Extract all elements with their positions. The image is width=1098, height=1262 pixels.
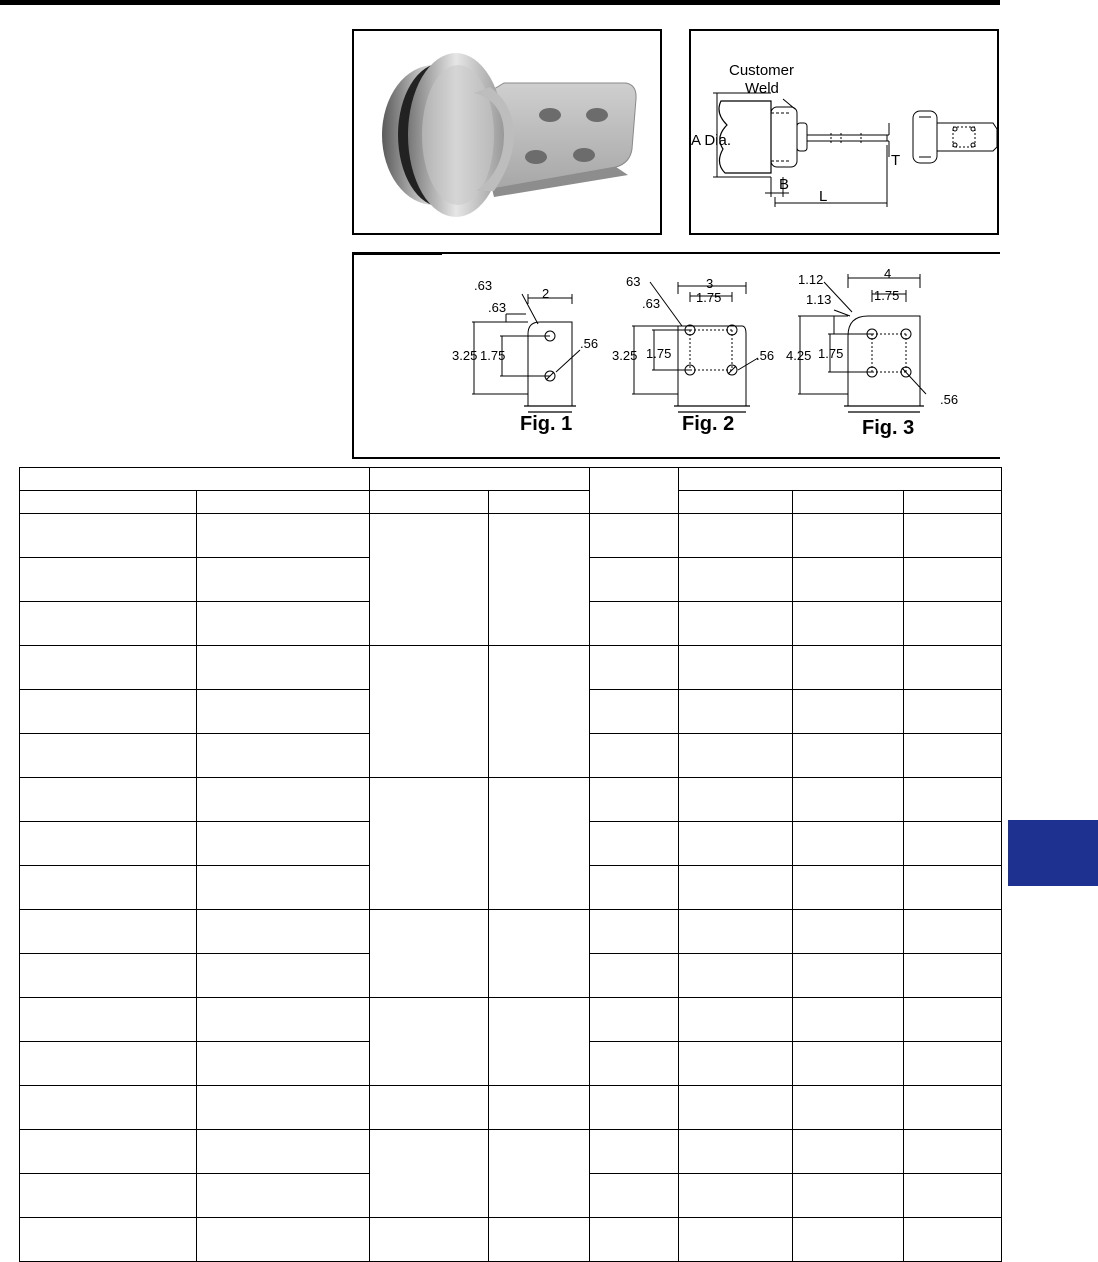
- table-cell: [904, 1218, 1002, 1262]
- table-cell: [489, 514, 590, 646]
- table-cell: [20, 646, 197, 690]
- table-cell: [370, 1130, 489, 1218]
- section-side-tab: [1008, 820, 1098, 886]
- table-cell: [590, 1218, 679, 1262]
- fig3-spacing-dim: 1.75: [818, 346, 844, 361]
- table-cell: [590, 1086, 679, 1130]
- table-cell: [20, 822, 197, 866]
- table-cell: [20, 734, 197, 778]
- column-header-cell: [793, 491, 904, 514]
- table-cell: [20, 1086, 197, 1130]
- table-cell: [590, 514, 679, 558]
- fig3-caption: Fig. 3: [862, 417, 915, 439]
- table-row: [20, 646, 1002, 690]
- table-cell: [590, 954, 679, 998]
- table-cell: [904, 1174, 1002, 1218]
- table-cell: [793, 1218, 904, 1262]
- table-body: [20, 468, 1002, 1262]
- product-photo-panel: [352, 29, 662, 235]
- table-cell: [679, 954, 793, 998]
- dimension-drawing: [691, 31, 997, 233]
- table-cell: [590, 910, 679, 954]
- table-cell: [197, 778, 370, 822]
- table-cell: [679, 558, 793, 602]
- column-header-cell: [679, 491, 793, 514]
- table-cell: [904, 734, 1002, 778]
- table-cell: [904, 998, 1002, 1042]
- table-cell: [197, 1086, 370, 1130]
- table-cell: [590, 1130, 679, 1174]
- table-cell: [197, 690, 370, 734]
- table-cell: [20, 998, 197, 1042]
- table-cell: [793, 602, 904, 646]
- fig3-width-dim: 4: [884, 266, 892, 281]
- table-cell: [904, 514, 1002, 558]
- table-cell: [489, 998, 590, 1086]
- table-cell: [590, 998, 679, 1042]
- table-cell: [197, 1130, 370, 1174]
- table-cell: [679, 1218, 793, 1262]
- table-cell: [904, 558, 1002, 602]
- table-cell: [20, 1042, 197, 1086]
- table-column-header-row: [20, 491, 1002, 514]
- table-cell: [679, 1086, 793, 1130]
- table-cell: [793, 822, 904, 866]
- table-cell: [904, 602, 1002, 646]
- table-cell: [679, 690, 793, 734]
- table-cell: [793, 514, 904, 558]
- column-header-cell: [370, 491, 489, 514]
- table-cell: [679, 910, 793, 954]
- table-cell: [370, 778, 489, 910]
- table-cell: [793, 646, 904, 690]
- table-cell: [904, 822, 1002, 866]
- table-cell: [904, 1130, 1002, 1174]
- l-label: L: [819, 188, 828, 205]
- figures-drawing: [354, 254, 1000, 457]
- fig2-caption: Fig. 2: [682, 413, 735, 435]
- table-cell: [20, 558, 197, 602]
- table-cell: [197, 646, 370, 690]
- fig2-top-spacing-dim: 1.75: [696, 290, 722, 305]
- fig2-spacing-dim: 1.75: [646, 346, 672, 361]
- table-cell: [20, 1218, 197, 1262]
- group-header-cell: [20, 468, 370, 491]
- table-cell: [20, 866, 197, 910]
- table-cell: [370, 646, 489, 778]
- table-cell: [793, 778, 904, 822]
- column-header-cell: [489, 491, 590, 514]
- fig2-top-offset-dim: .63: [642, 296, 661, 311]
- table-cell: [590, 866, 679, 910]
- fig1-width-dim: 2: [542, 286, 550, 301]
- fig1-height-dim: 3.25: [452, 348, 478, 363]
- table-row: [20, 910, 1002, 954]
- figure-panel-rule: [354, 252, 442, 255]
- table-cell: [793, 558, 904, 602]
- figures-panel: [352, 252, 1000, 459]
- table-row: [20, 514, 1002, 558]
- specifications-table: [19, 467, 1002, 1262]
- fig3-top-spacing-dim: 1.75: [874, 288, 900, 303]
- table-cell: [197, 1042, 370, 1086]
- fig2-height-dim: 3.25: [612, 348, 638, 363]
- table-cell: [679, 998, 793, 1042]
- table-cell: [590, 822, 679, 866]
- table-cell: [197, 866, 370, 910]
- table-cell: [793, 690, 904, 734]
- table-cell: [197, 514, 370, 558]
- fig3-corner-dim: 1.12: [798, 272, 824, 287]
- t-label: T: [891, 152, 901, 169]
- table-cell: [590, 1042, 679, 1086]
- table-row: [20, 998, 1002, 1042]
- table-cell: [904, 866, 1002, 910]
- table-cell: [489, 1130, 590, 1218]
- table-cell: [197, 998, 370, 1042]
- table-cell: [197, 954, 370, 998]
- table-cell: [904, 910, 1002, 954]
- table-cell: [489, 1218, 590, 1262]
- table-cell: [904, 690, 1002, 734]
- table-cell: [20, 1174, 197, 1218]
- fig1-spacing-dim: 1.75: [480, 348, 506, 363]
- fig1-top-offset-dim: .63: [488, 300, 507, 315]
- table-cell: [590, 778, 679, 822]
- group-header-cell: [370, 468, 590, 491]
- table-cell: [197, 602, 370, 646]
- fig2-width-dim: 3: [706, 276, 714, 291]
- table-cell: [679, 1042, 793, 1086]
- table-cell: [904, 646, 1002, 690]
- table-cell: [197, 822, 370, 866]
- table-cell: [679, 1174, 793, 1218]
- column-header-cell: [20, 491, 197, 514]
- table-cell: [489, 910, 590, 998]
- table-cell: [20, 602, 197, 646]
- table-cell: [793, 910, 904, 954]
- table-cell: [20, 514, 197, 558]
- table-cell: [904, 954, 1002, 998]
- table-cell: [590, 734, 679, 778]
- table-cell: [20, 778, 197, 822]
- table-cell: [590, 690, 679, 734]
- dimension-drawing-panel: [689, 29, 999, 235]
- fig3-height-dim: 4.25: [786, 348, 812, 363]
- fig2-hole-dim: .56: [756, 348, 775, 363]
- table-cell: [904, 778, 1002, 822]
- top-rule: [0, 0, 1000, 5]
- table-cell: [904, 1086, 1002, 1130]
- table-row: [20, 1130, 1002, 1174]
- table-cell: [370, 514, 489, 646]
- table-row: [20, 1086, 1002, 1130]
- fig1-hole-dim: .56: [580, 336, 599, 351]
- fig3-top-offset-dim: 1.13: [806, 292, 832, 307]
- table-group-header-row: [20, 468, 1002, 491]
- column-header-cell: [197, 491, 370, 514]
- group-header-cell: [590, 468, 679, 514]
- table-cell: [489, 778, 590, 910]
- fig2-corner-dim: 63: [626, 274, 641, 289]
- table-cell: [20, 690, 197, 734]
- table-cell: [590, 1174, 679, 1218]
- table-cell: [197, 1218, 370, 1262]
- table-cell: [679, 778, 793, 822]
- table-cell: [20, 910, 197, 954]
- table-row: [20, 778, 1002, 822]
- column-header-cell: [904, 491, 1002, 514]
- table-cell: [489, 646, 590, 778]
- group-header-cell: [679, 468, 1002, 491]
- table-cell: [793, 734, 904, 778]
- table-cell: [793, 954, 904, 998]
- table-cell: [679, 646, 793, 690]
- terminal-lug-photo: [354, 31, 660, 233]
- table-cell: [679, 602, 793, 646]
- table-cell: [793, 866, 904, 910]
- table-cell: [197, 558, 370, 602]
- table-cell: [679, 734, 793, 778]
- table-cell: [197, 1174, 370, 1218]
- table-cell: [197, 910, 370, 954]
- table-cell: [590, 558, 679, 602]
- weld-label: Weld: [745, 80, 779, 97]
- table-cell: [590, 602, 679, 646]
- table-cell: [793, 1174, 904, 1218]
- table-cell: [20, 954, 197, 998]
- table-cell: [679, 514, 793, 558]
- table-cell: [489, 1086, 590, 1130]
- table-cell: [20, 1130, 197, 1174]
- table-cell: [793, 1042, 904, 1086]
- table-cell: [197, 734, 370, 778]
- table-cell: [793, 1130, 904, 1174]
- table-cell: [370, 998, 489, 1086]
- table-row: [20, 1218, 1002, 1262]
- table-cell: [793, 1086, 904, 1130]
- table-cell: [679, 1130, 793, 1174]
- b-label: B: [779, 176, 790, 193]
- fig1-corner-dim: .63: [474, 278, 493, 293]
- table-cell: [590, 646, 679, 690]
- table-cell: [679, 866, 793, 910]
- table-cell: [370, 910, 489, 998]
- a-dia-label: A Dia.: [691, 132, 732, 149]
- fig1-caption: Fig. 1: [520, 413, 573, 435]
- table-cell: [679, 822, 793, 866]
- table-cell: [793, 998, 904, 1042]
- table-cell: [370, 1086, 489, 1130]
- table-cell: [370, 1218, 489, 1262]
- customer-label: Customer: [729, 62, 795, 79]
- fig3-hole-dim: .56: [940, 392, 959, 407]
- table-cell: [904, 1042, 1002, 1086]
